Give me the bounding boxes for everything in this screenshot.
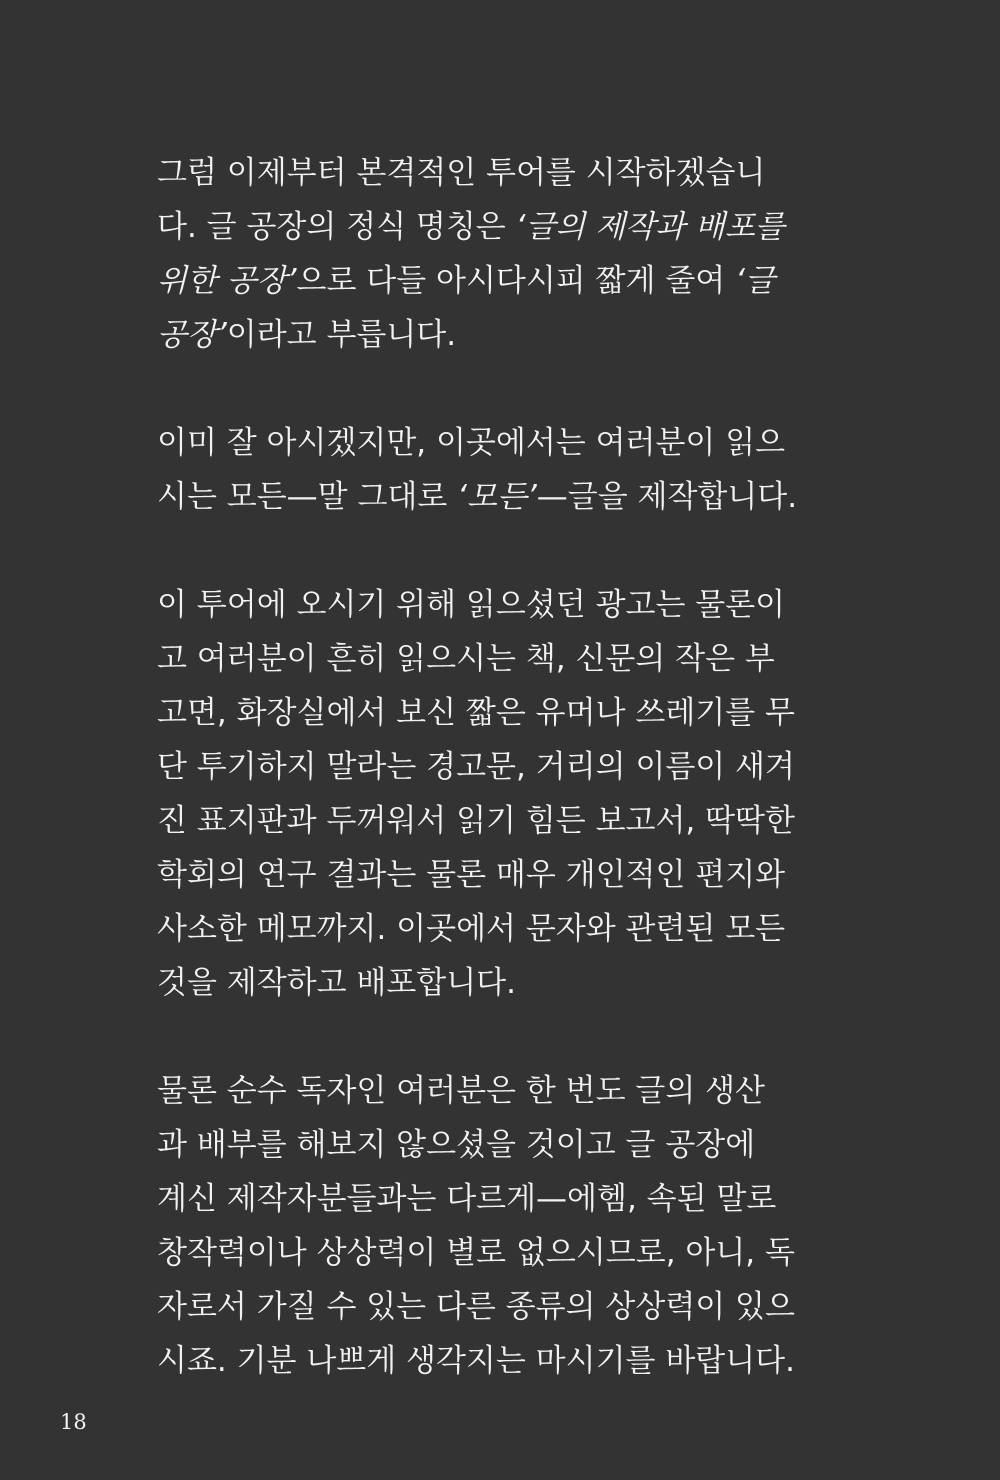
paragraph bbox=[157, 146, 847, 362]
paragraph bbox=[157, 416, 847, 524]
emphasized-text: 공장’ bbox=[157, 317, 227, 353]
text-segment: 학회의 연구 결과는 물론 매우 개인적인 편지와 bbox=[157, 857, 786, 893]
text-line bbox=[157, 146, 847, 200]
text-segment: 이미 잘 아시겠지만, 이곳에서는 여러분이 읽으 bbox=[157, 425, 786, 461]
text-line bbox=[157, 1334, 847, 1388]
paragraph bbox=[157, 1064, 847, 1388]
text-segment: 그럼 이제부터 본격적인 투어를 시작하겠습니 bbox=[157, 155, 766, 191]
text-line bbox=[157, 578, 847, 632]
emphasized-text: 위한 공장’ bbox=[157, 263, 297, 299]
text-segment: 시죠. 기분 나쁘게 생각지는 마시기를 바랍니다. bbox=[157, 1343, 795, 1379]
text-segment: 다. 글 공장의 정식 명칭은 bbox=[157, 209, 516, 245]
paragraph bbox=[157, 578, 847, 1010]
text-line bbox=[157, 902, 847, 956]
emphasized-text: ‘글의 제작과 배포를 bbox=[515, 209, 785, 245]
text-line bbox=[157, 1226, 847, 1280]
text-line bbox=[157, 308, 847, 362]
text-line bbox=[157, 1280, 847, 1334]
text-segment: 자로서 가질 수 있는 다른 종류의 상상력이 있으 bbox=[157, 1289, 795, 1325]
text-segment: 진 표지판과 두꺼워서 읽기 힘든 보고서, 딱딱한 bbox=[157, 803, 795, 839]
text-segment: 단 투기하지 말라는 경고문, 거리의 이름이 새겨 bbox=[157, 749, 795, 785]
text-line bbox=[157, 416, 847, 470]
text-line bbox=[157, 1172, 847, 1226]
text-line bbox=[157, 686, 847, 740]
text-segment: —글을 제작합니다. bbox=[536, 479, 798, 515]
emphasized-text: ‘모든’ bbox=[457, 479, 537, 515]
text-segment: 창작력이나 상상력이 별로 없으시므로, 아니, 독 bbox=[157, 1235, 795, 1271]
text-segment: 사소한 메모까지. 이곳에서 문자와 관련된 모든 bbox=[157, 911, 786, 947]
text-line bbox=[157, 740, 847, 794]
text-line bbox=[157, 1118, 847, 1172]
body-text bbox=[157, 146, 847, 1442]
text-segment: 고 여러분이 흔히 읽으시는 책, 신문의 작은 부 bbox=[157, 641, 775, 677]
text-segment: 이라고 부릅니다. bbox=[226, 317, 457, 353]
text-line bbox=[157, 1064, 847, 1118]
text-line bbox=[157, 956, 847, 1010]
page-number: 18 bbox=[60, 1410, 87, 1434]
text-line bbox=[157, 470, 847, 524]
text-segment: 고면, 화장실에서 보신 짧은 유머나 쓰레기를 무 bbox=[157, 695, 795, 731]
text-segment: 계신 제작자분들과는 다르게—에헴, 속된 말로 bbox=[157, 1181, 777, 1217]
text-line bbox=[157, 848, 847, 902]
text-line bbox=[157, 794, 847, 848]
text-segment: 으로 다들 아시다시피 짧게 줄여 bbox=[296, 263, 736, 299]
text-line bbox=[157, 632, 847, 686]
text-segment: 물론 순수 독자인 여러분은 한 번도 글의 생산 bbox=[157, 1073, 766, 1109]
emphasized-text: ‘글 bbox=[735, 263, 775, 299]
text-segment: 이 투어에 오시기 위해 읽으셨던 광고는 물론이 bbox=[157, 587, 786, 623]
text-line bbox=[157, 200, 847, 254]
text-line bbox=[157, 254, 847, 308]
text-segment: 과 배부를 해보지 않으셨을 것이고 글 공장에 bbox=[157, 1127, 756, 1163]
text-segment: 시는 모든—말 그대로 bbox=[157, 479, 458, 515]
text-segment: 것을 제작하고 배포합니다. bbox=[157, 965, 516, 1001]
